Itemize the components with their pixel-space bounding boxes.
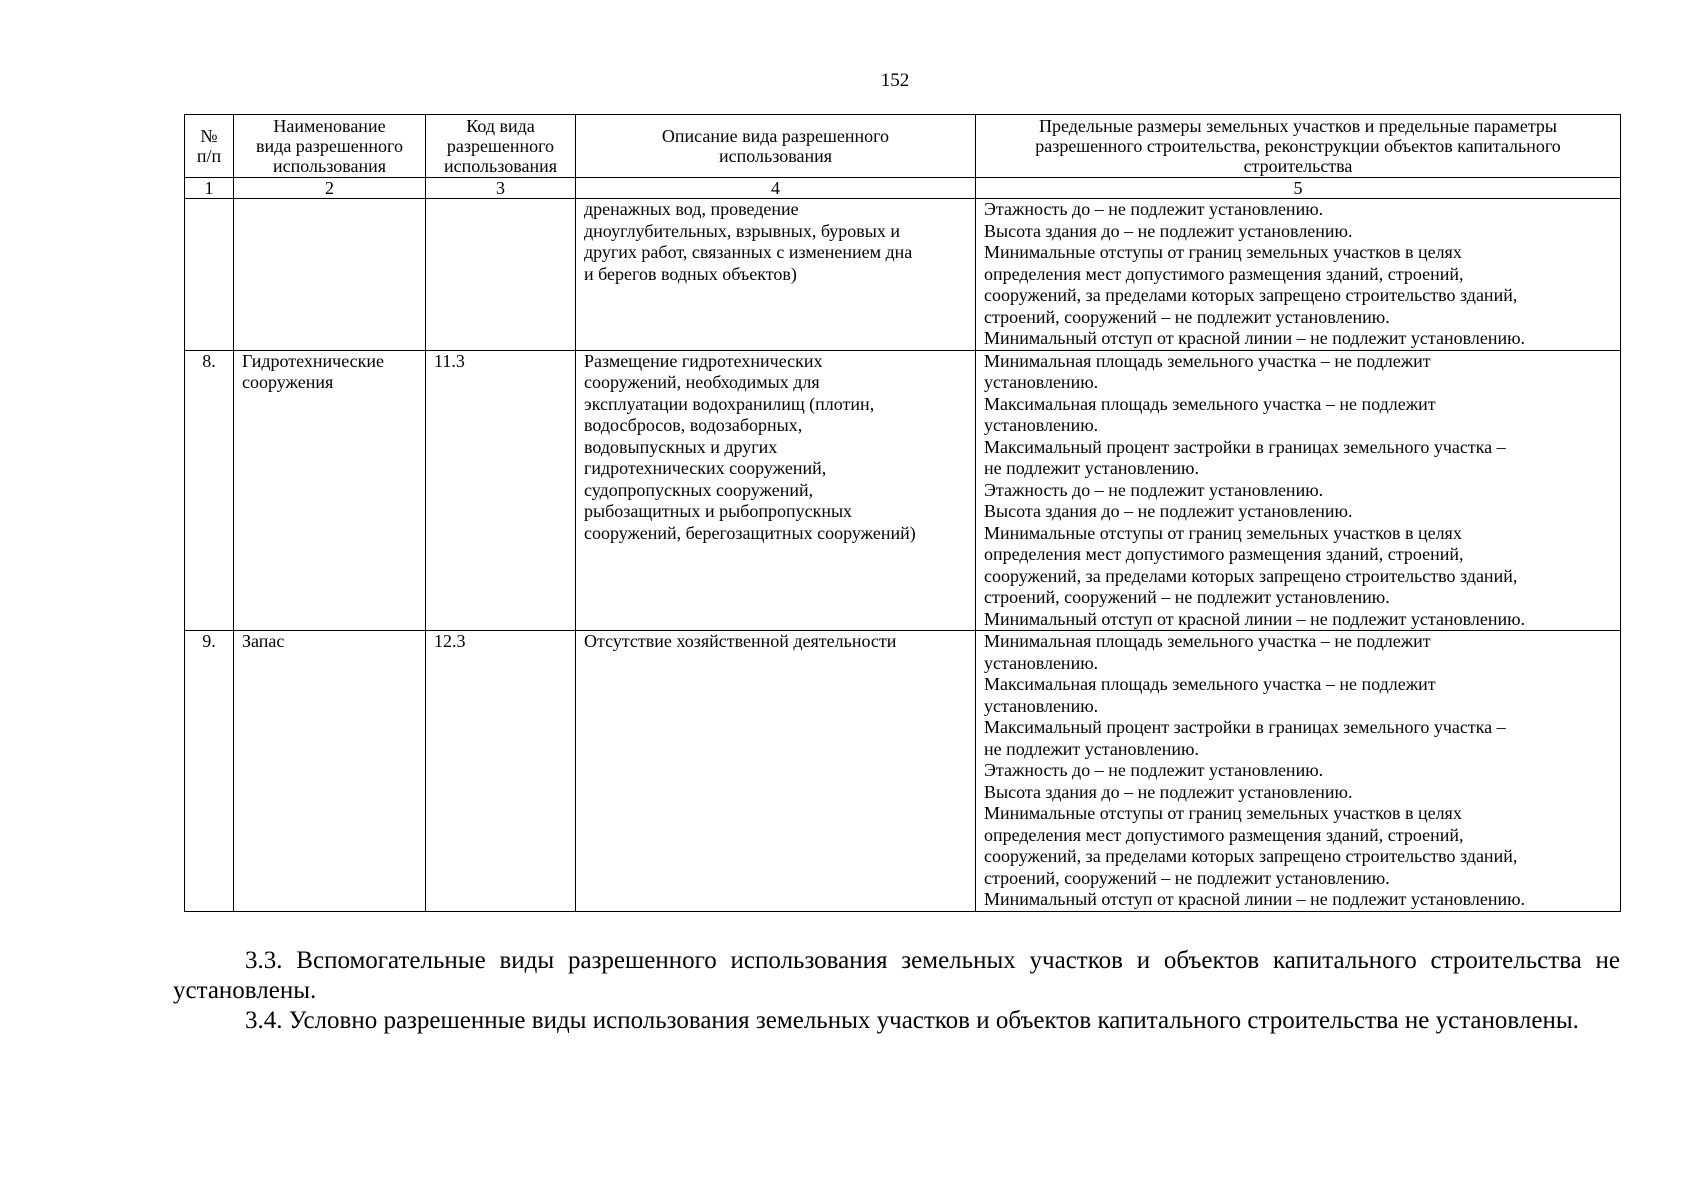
column-number: 2: [234, 178, 426, 199]
cell-line: эксплуатации водохранилищ (плотин,: [584, 393, 875, 414]
header-line: вида разрешенного: [256, 136, 403, 156]
use-description-cell: [576, 199, 976, 351]
column-number: 4: [576, 178, 976, 199]
cell-line: не подлежит установлению.: [984, 738, 1199, 759]
cell-line: Высота здания до – не подлежит установлению.: [984, 781, 1353, 802]
cell-line: строений, сооружений – не подлежит установлению.: [984, 867, 1390, 888]
cell-line: установлению.: [984, 652, 1099, 673]
cell-line: строений, сооружений – не подлежит установлению.: [984, 306, 1390, 327]
use-description-cell: [576, 350, 976, 631]
table-row: [185, 199, 1621, 351]
parameters-cell: [976, 350, 1621, 631]
row-number-cell: 8.: [185, 350, 234, 631]
cell-line: Высота здания до – не подлежит установлению.: [984, 501, 1353, 521]
header-use-code: [426, 115, 576, 178]
column-number-row: [185, 178, 1621, 199]
cell-line: Минимальные отступы от границ земельных участков в целях: [984, 242, 1462, 262]
cell-line: определения мест допустимого размещения зданий, строений,: [984, 263, 1464, 284]
cell-line: сооружений, за пределами которых запрещено строительство зданий,: [984, 565, 1518, 586]
paragraph-text: 3.4. Условно разрешенные виды использования земельных участков и объектов капитального строительства не установлены.: [245, 1007, 1579, 1034]
cell-line: и берегов водных объектов): [584, 263, 797, 284]
header-line: использования: [718, 146, 832, 166]
parameters-cell: [976, 631, 1621, 912]
cell-line: не подлежит установлению.: [984, 458, 1199, 478]
cell-line: Размещение гидротехнических: [584, 350, 823, 371]
header-line: строительства: [1243, 156, 1353, 176]
cell-line: Максимальный процент застройки в границах земельного участка –: [984, 717, 1506, 737]
cell-line: Минимальный отступ от красной линии – не подлежит установлению.: [984, 889, 1526, 909]
cell-line: установлению.: [984, 415, 1099, 435]
header-use-description: [576, 115, 976, 178]
cell-line: рыбозащитных и рыбопропускных: [584, 501, 853, 521]
column-number: 1: [185, 178, 234, 199]
table-body: [185, 178, 1621, 912]
cell-line: сооружений, за пределами которых запрещено строительство зданий,: [984, 846, 1518, 866]
cell-line: Высота здания до – не подлежит установлению.: [984, 220, 1353, 241]
cell-line: сооружений, за пределами которых запрещено строительство зданий,: [984, 285, 1518, 305]
cell-line: сооружения: [242, 372, 334, 392]
use-code-cell: 11.3: [426, 350, 576, 631]
paragraph-text: 3.3. Вспомогательные виды разрешенного использования земельных участков и объектов капитального строительства не установлены.: [173, 947, 1620, 1004]
row-number-cell: 9.: [185, 631, 234, 912]
cell-line: Минимальный отступ от красной линии – не подлежит установлению.: [984, 328, 1526, 348]
header-parameters: [976, 115, 1621, 178]
cell-line: водосбросов, водозаборных,: [584, 415, 803, 435]
parameters-cell: [976, 199, 1621, 351]
cell-line: Минимальная площадь земельного участка – не подлежит: [984, 350, 1431, 371]
cell-line: гидротехнических сооружений,: [584, 458, 827, 478]
header-row-number: [185, 115, 234, 178]
header-line: разрешенного: [446, 136, 555, 156]
cell-line: определения мест допустимого размещения зданий, строений,: [984, 824, 1464, 845]
paragraph-conditional-uses: [173, 1006, 1620, 1036]
row-number-cell: [185, 199, 234, 351]
use-description-cell: [576, 631, 976, 912]
cell-line: Максимальная площадь земельного участка – не подлежит: [984, 393, 1436, 414]
cell-line: Максимальная площадь земельного участка – не подлежит: [984, 674, 1436, 694]
header-line: использования: [272, 156, 386, 176]
cell-line: судопропускных сооружений,: [584, 479, 814, 500]
use-name-cell: [234, 631, 426, 912]
cell-line: Гидротехнические: [242, 350, 385, 371]
use-name-cell: [234, 199, 426, 351]
header-line: Наименование: [273, 116, 386, 136]
header-line: Код вида: [466, 116, 535, 136]
use-code-cell: 12.3: [426, 631, 576, 912]
header-line: Описание вида разрешенного: [661, 126, 890, 146]
cell-line: других работ, связанных с изменением дна: [584, 242, 913, 262]
use-name-cell: [234, 350, 426, 631]
header-line: №: [200, 126, 218, 146]
cell-line: установлению.: [984, 372, 1099, 392]
use-code-cell: [426, 199, 576, 351]
cell-line: установлению.: [984, 695, 1099, 716]
page-number: 152: [880, 70, 910, 91]
cell-line: Этажность до – не подлежит установлению.: [984, 760, 1324, 780]
table-row: [185, 631, 1621, 912]
header-line: п/п: [196, 146, 222, 166]
header-line: разрешенного строительства, реконструкции объектов капитального: [1035, 136, 1561, 156]
header-line: Предельные размеры земельных участков и предельные параметры: [1039, 116, 1557, 136]
cell-line: дренажных вод, проведение: [584, 199, 799, 219]
header-line: использования: [443, 156, 557, 176]
permitted-use-table: [184, 114, 1621, 912]
table-header-row: [185, 115, 1621, 178]
cell-line: водовыпускных и других: [584, 436, 778, 457]
column-number: 5: [976, 178, 1621, 199]
cell-line: сооружений, необходимых для: [584, 372, 820, 392]
cell-line: Этажность до – не подлежит установлению.: [984, 479, 1324, 500]
cell-line: дноуглубительных, взрывных, буровых и: [584, 220, 901, 241]
cell-line: Минимальные отступы от границ земельных участков в целях: [984, 522, 1462, 543]
column-number: 3: [426, 178, 576, 199]
cell-line: Этажность до – не подлежит установлению.: [984, 199, 1324, 219]
cell-line: определения мест допустимого размещения зданий, строений,: [984, 544, 1464, 564]
cell-line: Отсутствие хозяйственной деятельности: [584, 631, 897, 651]
cell-line: Минимальный отступ от красной линии – не подлежит установлению.: [984, 608, 1526, 629]
cell-line: сооружений, берегозащитных сооружений): [584, 522, 916, 543]
cell-line: Минимальные отступы от границ земельных участков в целях: [984, 803, 1462, 823]
cell-line: Минимальная площадь земельного участка – не подлежит: [984, 631, 1431, 651]
cell-line: Максимальный процент застройки в границах земельного участка –: [984, 436, 1506, 457]
table-row: [185, 350, 1621, 631]
paragraph-auxiliary-uses: [173, 946, 1620, 1006]
header-use-name: [234, 115, 426, 178]
cell-line: Запас: [242, 631, 285, 651]
cell-line: строений, сооружений – не подлежит установлению.: [984, 587, 1390, 607]
